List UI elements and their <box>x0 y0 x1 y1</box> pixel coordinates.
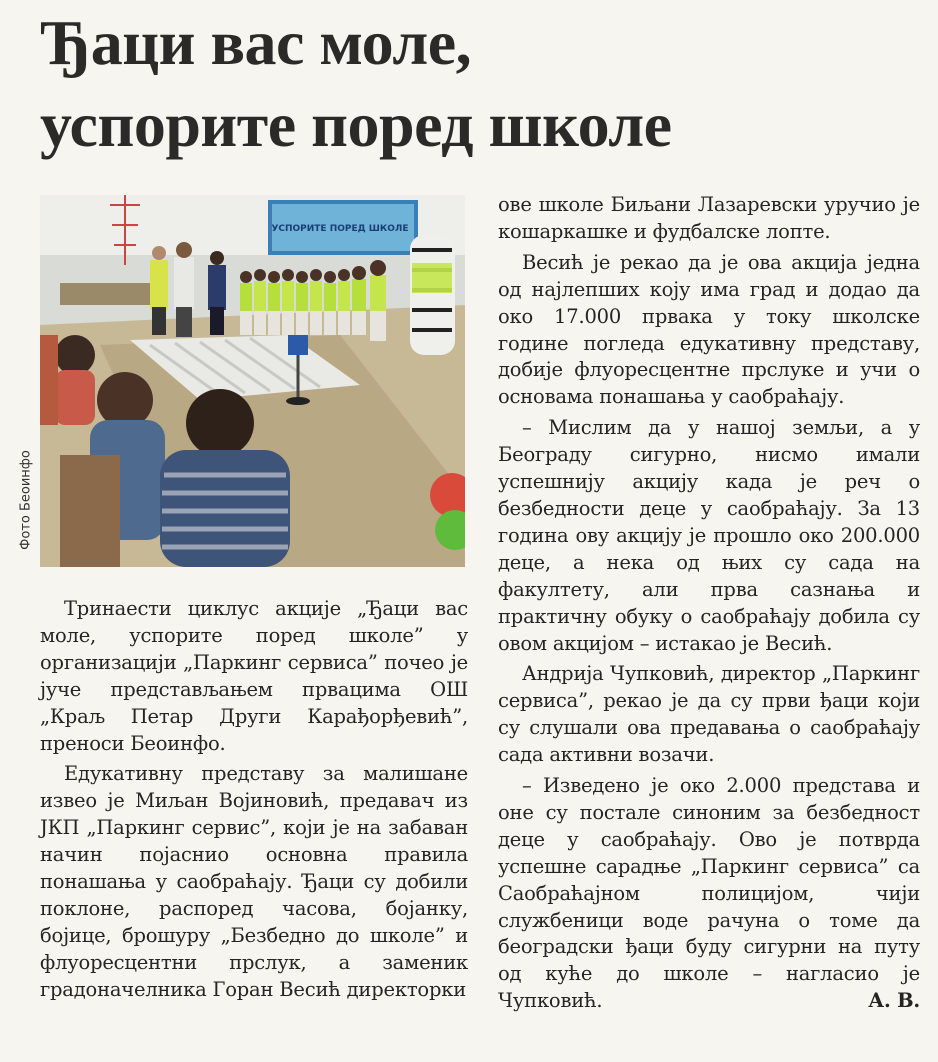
headline-line-1: Ђаци вас моле, <box>40 7 472 78</box>
paragraph: Весић је рекао да је ова акција једна од најлепших коју има град и додао да око 17.000 првака у току школске године погледа едукативну представу, добије флуоресцентне прслуке и учи о основама понашања у саобраћају. <box>498 250 920 409</box>
article-right-column <box>498 192 920 1019</box>
photo-illustration <box>40 195 465 567</box>
paragraph: Андрија Чупковић, директор „Паркинг сервиса”, рекао је да су први ђаци који су слушали ова предавања о саобраћају сада активни возачи. <box>498 662 920 767</box>
headline-line-2: успорите поред школе <box>40 89 672 160</box>
photo-credit <box>11 430 41 570</box>
paragraph-text: – Изведено је око 2.000 представа и оне су постале синоним за безбедност деце у саобраћају. Ово је потврда успешне сарадње „Паркинг сервиса” са Саобраћајном полицијом, чији службеници воде рачуна о томе да београдски ђаци буду сигурни на путу од куће до школе – нагласио је Чупковић. <box>498 774 920 1013</box>
article-left-column <box>40 596 468 1008</box>
headline <box>40 2 920 166</box>
author-signature: А. В. <box>868 989 920 1013</box>
paragraph: – Мислим да у нашој земљи, а у Београду сигурно, нисмо имали успешнију акцију када је реч о безбедности деце у саобраћају. За 13 година ову акцију је прошло око 200.000 деце, а нека од њих су сада на факултету, али прва сазнања и практичну обуку о саобраћају добила су овом акцијом – истакао је Весић. <box>498 416 920 655</box>
paragraph: Тринаести циклус акције „Ђаци вас моле, успорите поред школе” у организацији „Паркинг сервиса” почео је јуче представљањем првацима ОШ „Краљ Петар Други Карађорђевић”, преноси Беоинфо. <box>40 597 468 755</box>
paragraph: ове школе Биљани Лазаревски уручио је кошаркашке и фудбалске лопте. <box>498 193 920 243</box>
paragraph: Едукативну представу за малишане извео је Миљан Војиновић, предавач из ЈКП „Паркинг сервис”, који је на забаван начин појаснио основна правила понашања у саобраћају. Ђаци су добили поклоне, распоред часова, бојанку, бојице, брошуру „Безбедно до школе” и флуоресцентни прслук, а заменик градоначелника Горан Весић директорки <box>40 762 468 1001</box>
paragraph <box>498 773 920 1015</box>
article-photo <box>40 195 465 567</box>
photo-banner-text: УСПОРИТЕ ПОРЕД ШКОЛЕ <box>271 224 409 234</box>
photo-credit-text: Фото Беоинфо <box>18 450 34 550</box>
